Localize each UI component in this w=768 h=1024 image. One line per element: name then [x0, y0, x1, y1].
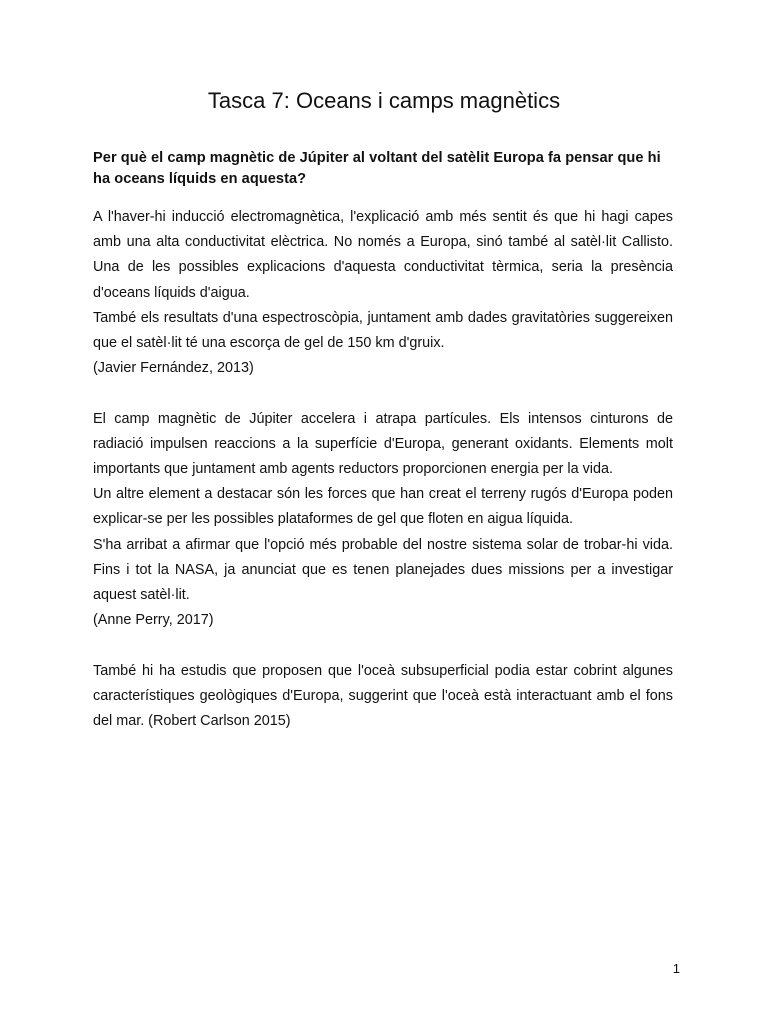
paragraph-induction: A l'haver-hi inducció electromagnètica, l'explicació amb més sentit és que hi hagi capes amb una alta conductivitat elèctrica. No només a Europa, sinó també al satèl·lit Callisto. Una de les possibles explicacions d'aquesta conductivitat tèrmica, seria la presència d'oceans líquids d'aigua.: [93, 209, 673, 301]
question-heading: Per què el camp magnètic de Júpiter al voltant del satèlit Europa fa pensar que hi ha oceans líquids en aquesta?: [93, 150, 661, 187]
blank-line: [93, 381, 673, 406]
paragraph-terrain: Un altre element a destacar són les forces que han creat el terreny rugós d'Europa poden explicar-se per les possibles plataformes de gel que floten en aigua líquida.: [93, 486, 673, 528]
document-body: [93, 148, 673, 734]
citation-fernandez: (Javier Fernández, 2013): [93, 360, 254, 377]
paragraph-spectroscopy: També els resultats d'una espectroscòpia, juntament amb dades gravitatòries suggereixen que el satèl·lit té una escorça de gel de 150 km d'gruix.: [93, 309, 673, 352]
citation-perry: (Anne Perry, 2017): [93, 612, 214, 629]
page-title: Tasca 7: Oceans i camps magnètics: [207, 88, 561, 113]
page-number: 1: [672, 961, 680, 976]
blank-line: [93, 633, 673, 658]
paragraph-nasa: S'ha arribat a afirmar que l'opció més probable del nostre sistema solar de trobar-hi vida. Fins i tot la NASA, ja anunciat que es tenen planejades dues missions per a investigar aquest satèl·lit.: [93, 536, 673, 604]
paragraph-subsurface-ocean: També hi ha estudis que proposen que l'oceà subsuperficial podia estar cobrint algunes característiques geològiques d'Europa, suggerint que l'oceà està interactuant amb el fons del mar. (Robert Carlson 2015): [93, 662, 673, 730]
paragraph-radiation: El camp magnètic de Júpiter accelera i atrapa partícules. Els intensos cinturons de radiació impulsen reaccions a la superfície d'Europa, generant oxidants. Elements molt importants que juntament amb agents reductors proporcionen energia per la vida.: [93, 410, 673, 478]
